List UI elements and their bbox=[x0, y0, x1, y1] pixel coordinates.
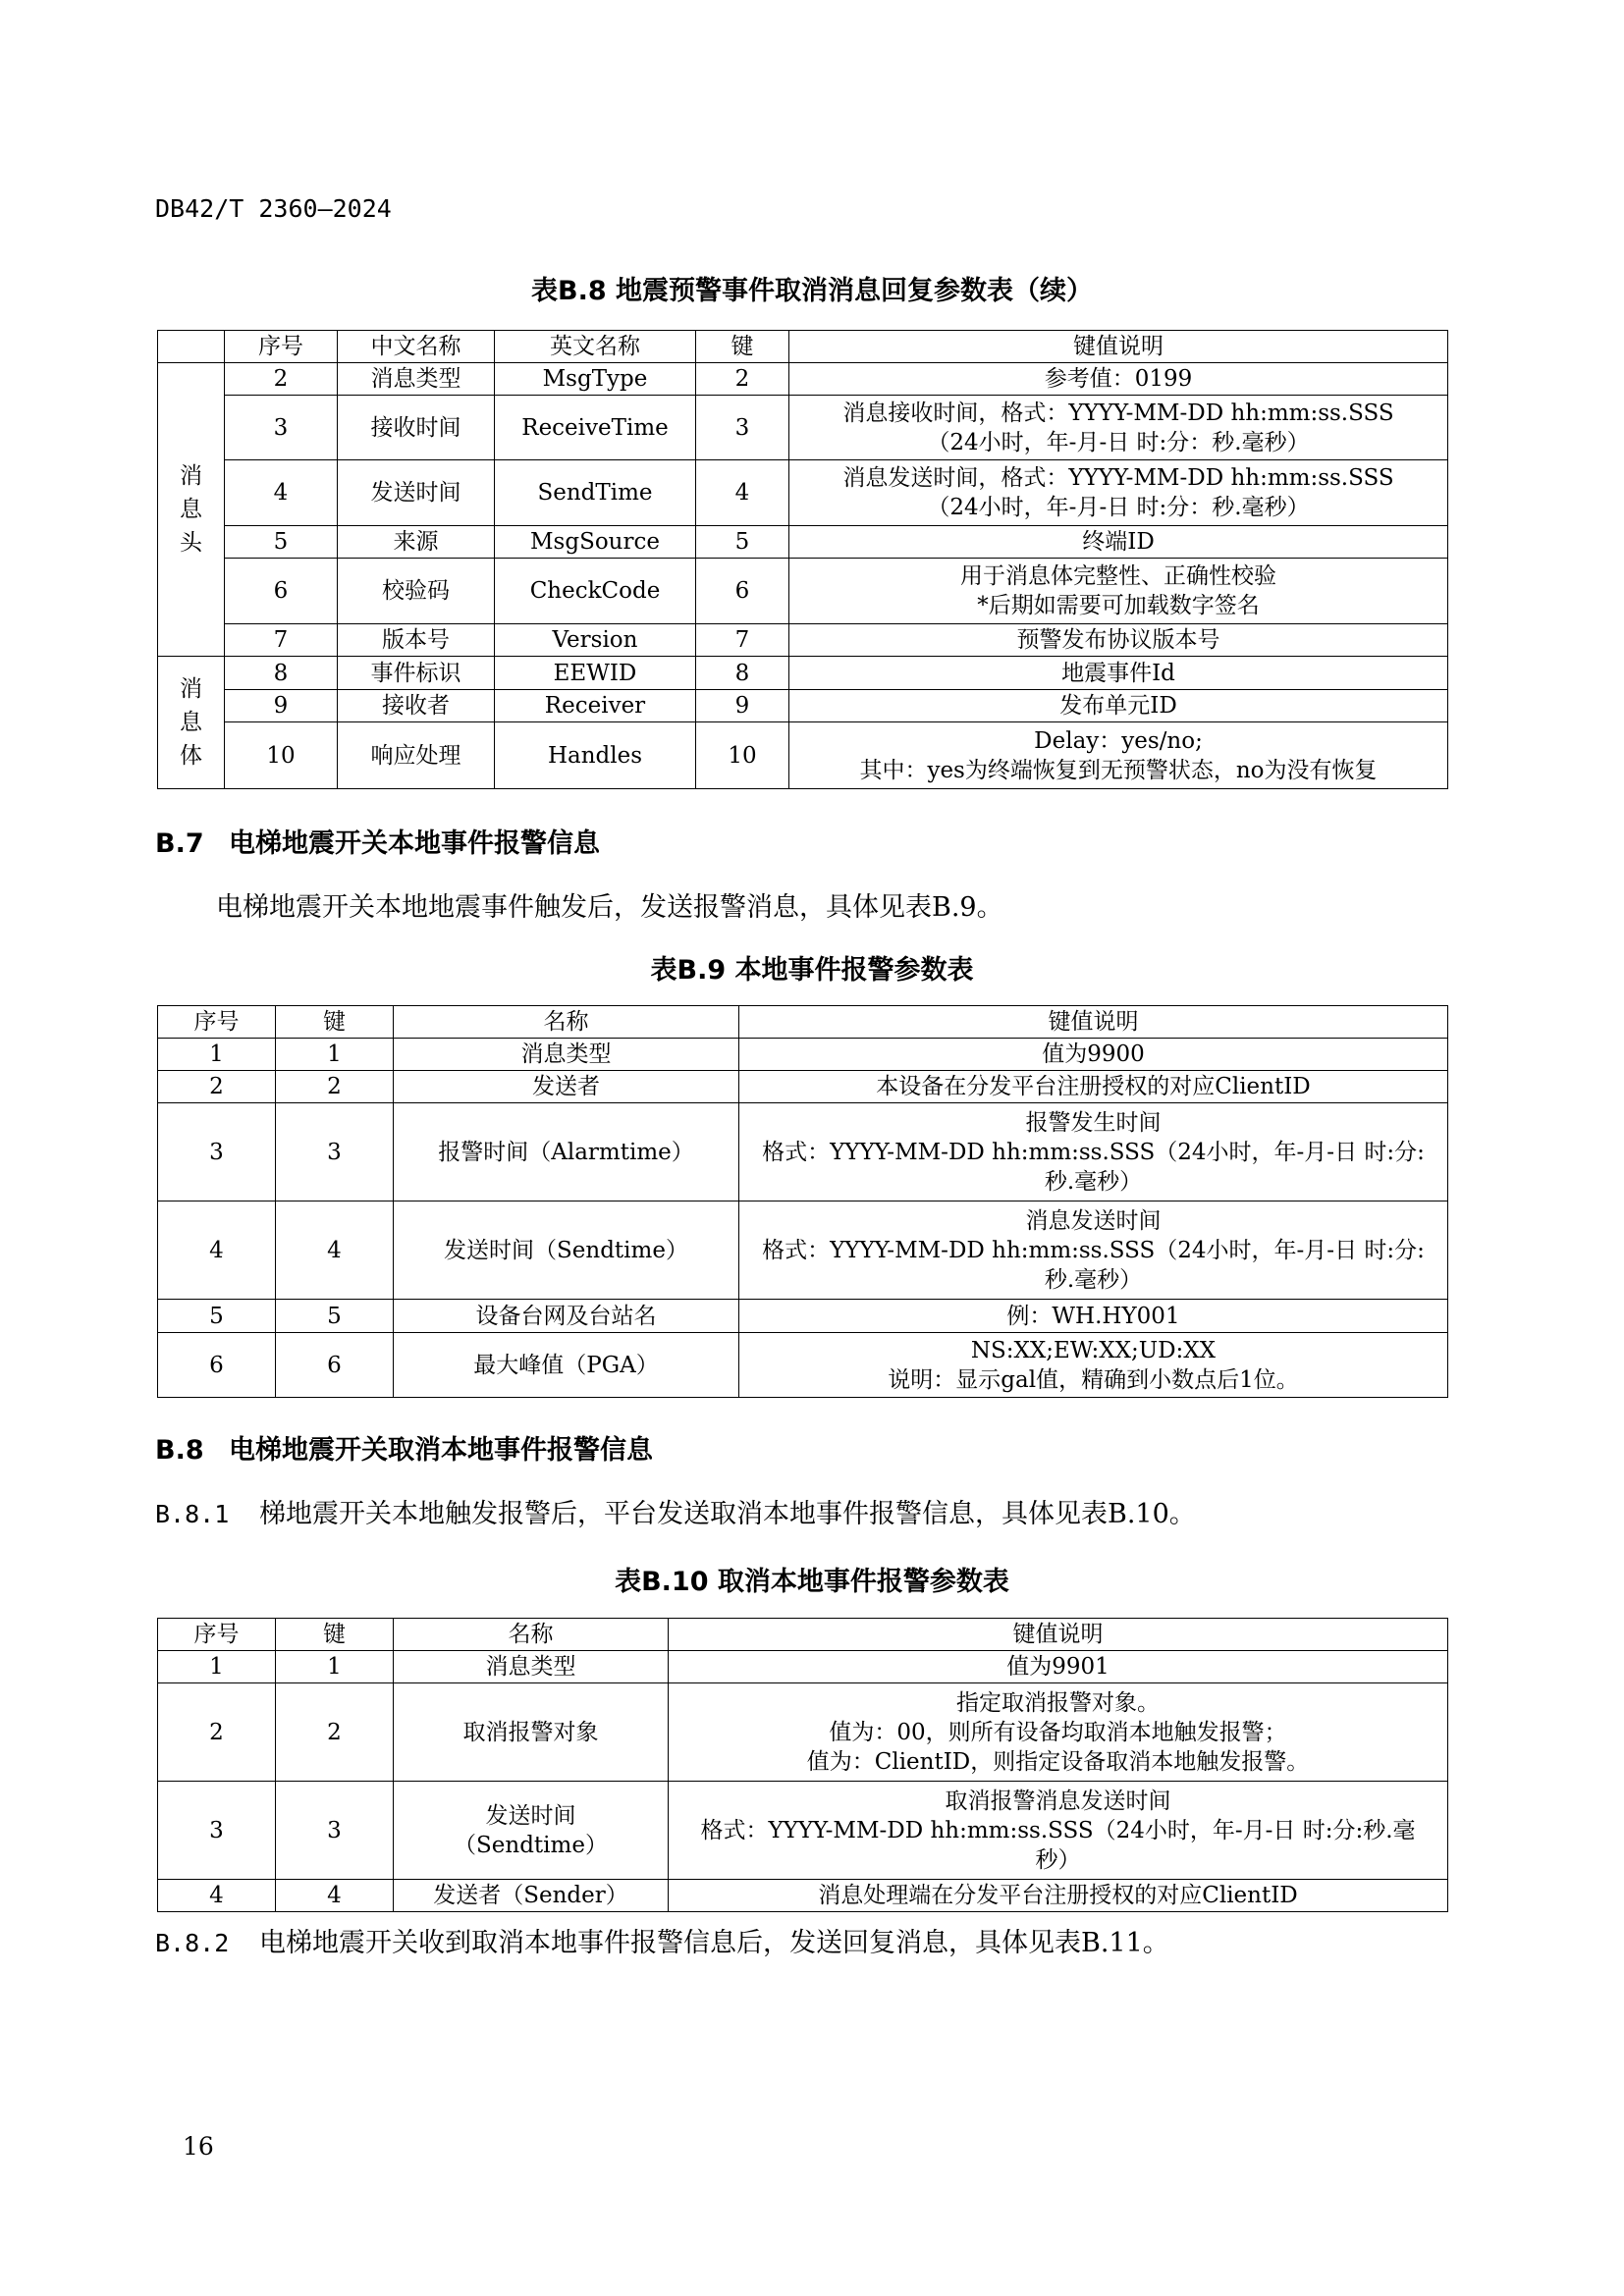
cell-cn: 发送时间 bbox=[338, 460, 495, 526]
cell-en: EEWID bbox=[495, 657, 696, 690]
group-label-header: 消息头 bbox=[158, 363, 225, 657]
table-row bbox=[158, 1201, 1448, 1300]
cell-key: 2 bbox=[276, 1071, 394, 1103]
table-b8-caption: 表B.8 地震预警事件取消消息回复参数表（续） bbox=[530, 276, 1094, 306]
cell-key: 7 bbox=[696, 624, 789, 657]
cell-no: 6 bbox=[158, 1333, 276, 1398]
cell-no: 4 bbox=[158, 1880, 276, 1912]
table-row bbox=[158, 1071, 1448, 1103]
section-b8-2-paragraph: B.8.2 电梯地震开关收到取消本地事件报警信息后，发送回复消息，具体见表B.11。 bbox=[155, 1928, 1169, 1958]
cell-desc: 例：WH.HY001 bbox=[739, 1300, 1448, 1333]
cell-desc: 取消报警消息发送时间 格式：YYYY-MM-DD hh:mm:ss.SSS（24小时，年-月-日 时:分:秒.毫 秒） bbox=[669, 1782, 1448, 1880]
cell-no: 1 bbox=[158, 1039, 276, 1071]
cell-en: MsgSource bbox=[495, 526, 696, 559]
table-row bbox=[158, 1103, 1448, 1201]
table-row bbox=[158, 624, 1448, 657]
cell-key: 3 bbox=[696, 396, 789, 460]
cell-desc: 本设备在分发平台注册授权的对应ClientID bbox=[739, 1071, 1448, 1103]
table-b10 bbox=[157, 1618, 1448, 1912]
cell-name: 消息类型 bbox=[394, 1039, 739, 1071]
cell-no: 3 bbox=[158, 1103, 276, 1201]
table-row bbox=[158, 460, 1448, 526]
cell-key: 5 bbox=[276, 1300, 394, 1333]
cell-key: 8 bbox=[696, 657, 789, 690]
cell-desc: 消息发送时间，格式：YYYY-MM-DD hh:mm:ss.SSS （24小时，年-月-日 时:分：秒.毫秒） bbox=[789, 460, 1448, 526]
table-row bbox=[158, 1782, 1448, 1880]
cell-no: 10 bbox=[225, 722, 338, 789]
cell-cn: 来源 bbox=[338, 526, 495, 559]
table-row bbox=[158, 722, 1448, 789]
column-header: 键 bbox=[696, 331, 789, 363]
cell-desc: 地震事件Id bbox=[789, 657, 1448, 690]
table-row bbox=[158, 526, 1448, 559]
cell-name: 发送时间 （Sendtime） bbox=[394, 1782, 669, 1880]
cell-desc: 参考值：0199 bbox=[789, 363, 1448, 396]
cell-name: 发送者（Sender） bbox=[394, 1880, 669, 1912]
table-row bbox=[158, 1333, 1448, 1398]
table-b9 bbox=[157, 1005, 1448, 1398]
cell-desc: 消息接收时间，格式：YYYY-MM-DD hh:mm:ss.SSS （24小时，年-月-日 时:分：秒.毫秒） bbox=[789, 396, 1448, 460]
cell-cn: 事件标识 bbox=[338, 657, 495, 690]
cell-en: ReceiveTime bbox=[495, 396, 696, 460]
table-header-row bbox=[158, 331, 1448, 363]
cell-key: 4 bbox=[276, 1201, 394, 1300]
cell-no: 4 bbox=[158, 1201, 276, 1300]
cell-desc: 终端ID bbox=[789, 526, 1448, 559]
table-b8 bbox=[157, 330, 1448, 789]
table-header-row bbox=[158, 1619, 1448, 1651]
cell-desc: 消息处理端在分发平台注册授权的对应ClientID bbox=[669, 1880, 1448, 1912]
table-row bbox=[158, 1683, 1448, 1782]
cell-name: 设备台网及台站名 bbox=[394, 1300, 739, 1333]
document-header: DB42/T 2360—2024 bbox=[155, 194, 392, 223]
cell-cn: 校验码 bbox=[338, 559, 495, 624]
cell-no: 5 bbox=[225, 526, 338, 559]
table-row bbox=[158, 1039, 1448, 1071]
table-row bbox=[158, 690, 1448, 722]
cell-name: 取消报警对象 bbox=[394, 1683, 669, 1782]
column-header: 键 bbox=[276, 1619, 394, 1651]
cell-name: 发送时间（Sendtime） bbox=[394, 1201, 739, 1300]
table-b9-caption: 表B.9 本地事件报警参数表 bbox=[650, 955, 974, 986]
cell-no: 8 bbox=[225, 657, 338, 690]
cell-desc: 用于消息体完整性、正确性校验 *后期如需要可加载数字签名 bbox=[789, 559, 1448, 624]
cell-key: 1 bbox=[276, 1651, 394, 1683]
cell-name: 发送者 bbox=[394, 1071, 739, 1103]
section-b8-1-paragraph: B.8.1 梯地震开关本地触发报警后，平台发送取消本地事件报警信息，具体见表B.10。 bbox=[155, 1499, 1196, 1529]
table-row bbox=[158, 1300, 1448, 1333]
cell-name: 报警时间（Alarmtime） bbox=[394, 1103, 739, 1201]
table-row bbox=[158, 1880, 1448, 1912]
cell-name: 消息类型 bbox=[394, 1651, 669, 1683]
cell-cn: 版本号 bbox=[338, 624, 495, 657]
corner-cell bbox=[158, 331, 225, 363]
cell-key: 3 bbox=[276, 1782, 394, 1880]
column-header: 名称 bbox=[394, 1619, 669, 1651]
column-header: 序号 bbox=[225, 331, 338, 363]
cell-desc: Delay：yes/no; 其中：yes为终端恢复到无预警状态，no为没有恢复 bbox=[789, 722, 1448, 789]
cell-no: 7 bbox=[225, 624, 338, 657]
cell-en: CheckCode bbox=[495, 559, 696, 624]
cell-key: 6 bbox=[696, 559, 789, 624]
cell-key: 2 bbox=[276, 1683, 394, 1782]
table-row bbox=[158, 363, 1448, 396]
cell-en: Version bbox=[495, 624, 696, 657]
cell-no: 3 bbox=[158, 1782, 276, 1880]
cell-key: 10 bbox=[696, 722, 789, 789]
group-label-body: 消息体 bbox=[158, 657, 225, 789]
column-header: 中文名称 bbox=[338, 331, 495, 363]
cell-no: 2 bbox=[158, 1071, 276, 1103]
table-row bbox=[158, 396, 1448, 460]
cell-no: 2 bbox=[158, 1683, 276, 1782]
cell-cn: 响应处理 bbox=[338, 722, 495, 789]
cell-key: 6 bbox=[276, 1333, 394, 1398]
cell-desc: 发布单元ID bbox=[789, 690, 1448, 722]
table-row bbox=[158, 657, 1448, 690]
cell-desc: 预警发布协议版本号 bbox=[789, 624, 1448, 657]
cell-no: 6 bbox=[225, 559, 338, 624]
cell-desc: 消息发送时间 格式：YYYY-MM-DD hh:mm:ss.SSS（24小时，年-月-日 时:分: 秒.毫秒） bbox=[739, 1201, 1448, 1300]
cell-cn: 接收时间 bbox=[338, 396, 495, 460]
column-header: 键值说明 bbox=[669, 1619, 1448, 1651]
cell-key: 5 bbox=[696, 526, 789, 559]
section-b8-heading: B.8 电梯地震开关取消本地事件报警信息 bbox=[155, 1435, 653, 1466]
cell-desc: NS:XX;EW:XX;UD:XX 说明：显示gal值，精确到小数点后1位。 bbox=[739, 1333, 1448, 1398]
cell-no: 3 bbox=[225, 396, 338, 460]
cell-name: 最大峰值（PGA） bbox=[394, 1333, 739, 1398]
cell-desc: 值为9901 bbox=[669, 1651, 1448, 1683]
cell-no: 4 bbox=[225, 460, 338, 526]
cell-no: 1 bbox=[158, 1651, 276, 1683]
section-b7-heading: B.7 电梯地震开关本地事件报警信息 bbox=[155, 828, 600, 859]
cell-desc: 报警发生时间 格式：YYYY-MM-DD hh:mm:ss.SSS（24小时，年-月-日 时:分: 秒.毫秒） bbox=[739, 1103, 1448, 1201]
cell-desc: 指定取消报警对象。 值为：00，则所有设备均取消本地触发报警； 值为：ClientID，则指定设备取消本地触发报警。 bbox=[669, 1683, 1448, 1782]
cell-desc: 值为9900 bbox=[739, 1039, 1448, 1071]
section-b7-paragraph: 电梯地震开关本地地震事件触发后，发送报警消息，具体见表B.9。 bbox=[216, 892, 1003, 923]
cell-en: Receiver bbox=[495, 690, 696, 722]
table-row bbox=[158, 559, 1448, 624]
column-header: 英文名称 bbox=[495, 331, 696, 363]
column-header: 序号 bbox=[158, 1006, 276, 1039]
column-header: 键值说明 bbox=[739, 1006, 1448, 1039]
cell-key: 4 bbox=[696, 460, 789, 526]
cell-no: 5 bbox=[158, 1300, 276, 1333]
table-row bbox=[158, 1651, 1448, 1683]
cell-en: MsgType bbox=[495, 363, 696, 396]
column-header: 名称 bbox=[394, 1006, 739, 1039]
table-header-row bbox=[158, 1006, 1448, 1039]
cell-en: Handles bbox=[495, 722, 696, 789]
cell-key: 9 bbox=[696, 690, 789, 722]
cell-key: 2 bbox=[696, 363, 789, 396]
cell-no: 2 bbox=[225, 363, 338, 396]
cell-cn: 接收者 bbox=[338, 690, 495, 722]
cell-no: 9 bbox=[225, 690, 338, 722]
table-b10-caption: 表B.10 取消本地事件报警参数表 bbox=[615, 1567, 1009, 1597]
cell-key: 1 bbox=[276, 1039, 394, 1071]
page-number: 16 bbox=[183, 2132, 214, 2161]
cell-key: 4 bbox=[276, 1880, 394, 1912]
cell-cn: 消息类型 bbox=[338, 363, 495, 396]
column-header: 键 bbox=[276, 1006, 394, 1039]
cell-en: SendTime bbox=[495, 460, 696, 526]
cell-key: 3 bbox=[276, 1103, 394, 1201]
column-header: 序号 bbox=[158, 1619, 276, 1651]
column-header: 键值说明 bbox=[789, 331, 1448, 363]
